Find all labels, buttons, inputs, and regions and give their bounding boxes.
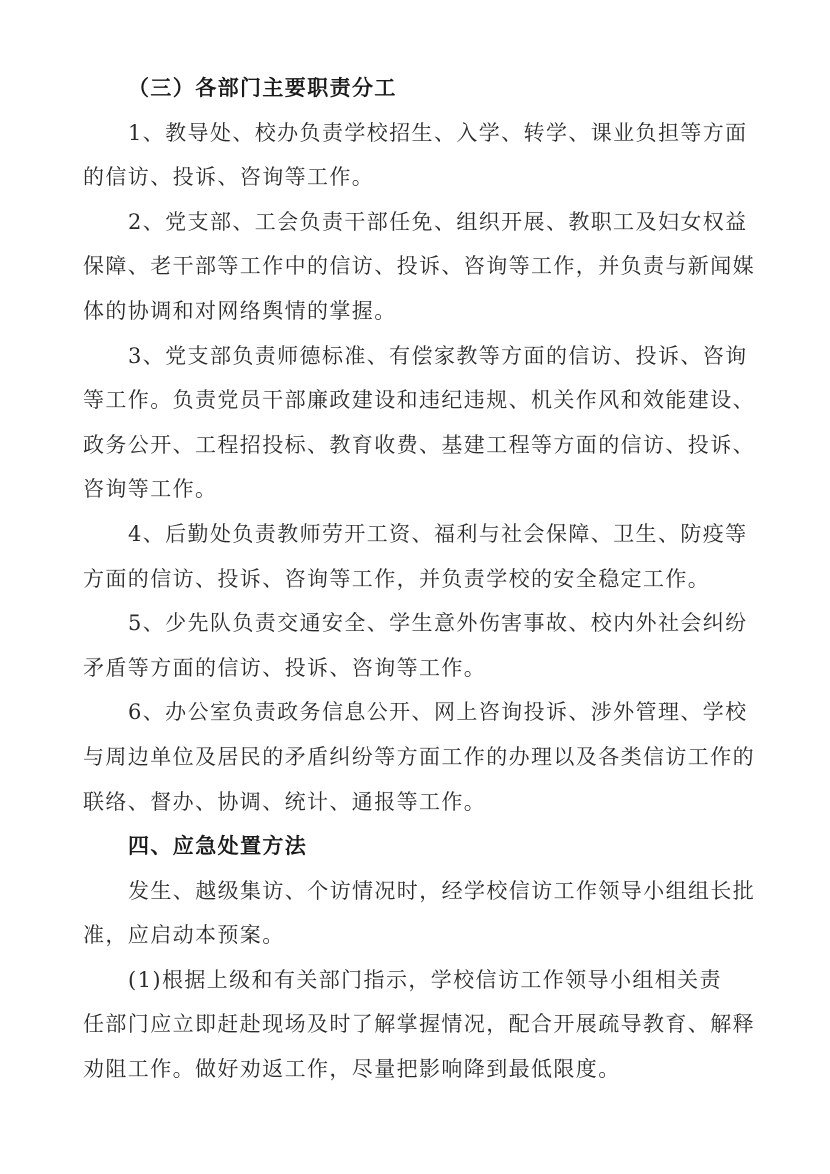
- text-line: (1)根据上级和有关部门指示，学校信访工作领导小组相关责: [128, 967, 722, 992]
- text-line: 等工作。负责党员干部廉政建设和违纪违规、机关作风和效能建设、: [83, 388, 755, 413]
- text-line: 1、教导处、校办负责学校招生、入学、转学、课业负担等方面: [128, 120, 748, 145]
- paragraph: [83, 958, 763, 1092]
- paragraph: [83, 111, 763, 200]
- text-line: 4、后勤处负责教师劳开工资、福利与社会保障、卫生、防疫等: [128, 521, 748, 546]
- paragraph: [83, 690, 763, 824]
- text-line: 体的协调和对网络舆情的掌握。: [83, 298, 397, 323]
- paragraph: [83, 869, 763, 958]
- paragraph: [83, 512, 763, 601]
- section-heading: （三）各部门主要职责分工: [128, 76, 397, 100]
- text-line: 与周边单位及居民的矛盾纠纷等方面工作的办理以及各类信访工作的: [83, 744, 755, 769]
- text-line: 2、党支部、工会负责干部任免、组织开展、教职工及妇女权益: [128, 209, 748, 234]
- section-3-body: [83, 111, 763, 825]
- text-line: 6、办公室负责政务信息公开、网上咨询投诉、涉外管理、学校: [128, 700, 748, 725]
- text-line: 矛盾等方面的信访、投诉、咨询等工作。: [83, 655, 487, 680]
- text-line: 方面的信访、投诉、咨询等工作，并负责学校的安全稳定工作。: [83, 566, 711, 591]
- text-line: 咨询等工作。: [83, 477, 218, 502]
- text-line: 任部门应立即赶赴现场及时了解掌握情况，配合开展疏导教育、解释: [83, 1012, 755, 1037]
- text-line: 的信访、投诉、咨询等工作。: [83, 165, 375, 190]
- paragraph: [83, 601, 763, 690]
- paragraph: [83, 200, 763, 334]
- text-line: 劝阻工作。做好劝返工作，尽量把影响降到最低限度。: [83, 1057, 621, 1082]
- section-heading: 四、应急处置方法: [128, 834, 308, 859]
- text-line: 准，应启动本预案。: [83, 923, 285, 948]
- text-line: 政务公开、工程招投标、教育收费、基建工程等方面的信访、投诉、: [83, 432, 755, 457]
- text-line: 5、少先队负责交通安全、学生意外伤害事故、校内外社会纠纷: [128, 611, 748, 636]
- text-line: 保障、老干部等工作中的信访、投诉、咨询等工作，并负责与新闻媒: [83, 254, 755, 279]
- text-line: 联络、督办、协调、统计、通报等工作。: [83, 789, 487, 814]
- document-page: [83, 66, 763, 1092]
- text-line: 3、党支部负责师德标准、有偿家教等方面的信访、投诉、咨询: [128, 343, 748, 368]
- text-line: 发生、越级集访、个访情况时，经学校信访工作领导小组组长批: [128, 878, 756, 903]
- paragraph: [83, 334, 763, 512]
- section-4-body: [83, 869, 763, 1092]
